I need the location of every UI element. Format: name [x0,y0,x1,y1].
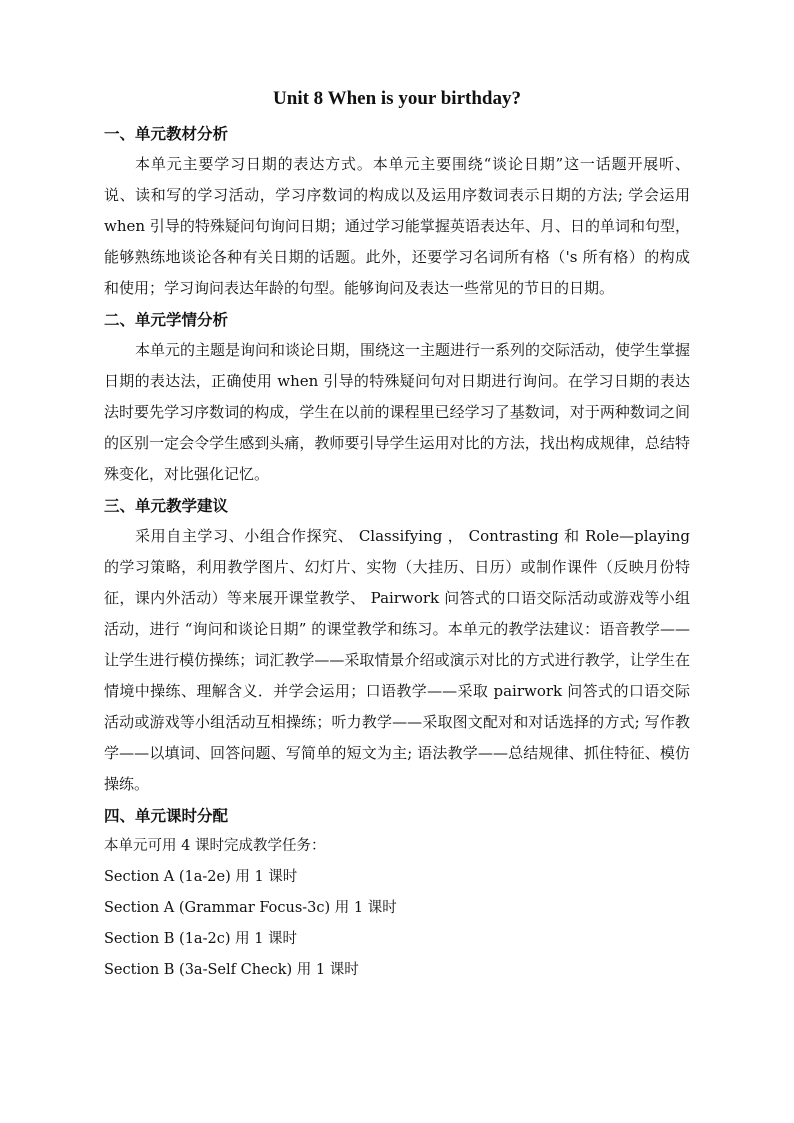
section-heading-lesson-allocation: 四、单元课时分配 [104,806,229,825]
section-paragraph-teaching-suggestions: 采用自主学习、小组合作探究、 Classifying ， Contrasting 和 Role—playing 的学习策略，利用教学图片、幻灯片、实物（大挂历、日历）或制作课件（反映月份特征，课内外活动）等来展开课堂教学、 Pairwork 问答式的口语交际活动或游戏等小组活动，进行 “询问和谈论日期” 的课堂教学和练习。本单元的教学法建议：语音教学——让学生进行模仿操练；词汇教学——采取情景介绍或演示对比的方式进行教学，让学生在情境中操练、理解含义．并学会运用；口语教学——采取 pairwork 问答式的口语交际活动或游戏等小组活动互相操练；听力教学——采取图文配对和对话选择的方式; 写作教学——以填词、回答问题、写简单的短文为主; 语法教学——总结规律、抓住特征、模仿操练。 [104,527,690,793]
section-paragraph-textbook-analysis: 本单元主要学习日期的表达方式。本单元主要围绕“谈论日期”这一话题开展听、说、读和写的学习活动，学习序数词的构成以及运用序数词表示日期的方法; 学会运用 when 引导的特殊疑问句询问日期；通过学习能掌握英语表达年、月、日的单词和句型，能够熟练地谈论各种有关日期的话题。此外，还要学习名词所有格（'s 所有格）的构成和使用；学习询问表达年龄的句型。能够询问及表达一些常见的节日的日期。 [104,155,690,297]
lesson-item: Section B (3a-Self Check) 用 1 课时 [104,962,359,978]
lesson-item: Section A (1a-2e) 用 1 课时 [104,869,298,885]
section-heading-teaching-suggestions: 三、单元教学建议 [104,496,229,515]
section-paragraph-student-analysis: 本单元的主题是询问和谈论日期，围绕这一主题进行一系列的交际活动，使学生掌握日期的表达法，正确使用 when 引导的特殊疑问句对日期进行询问。在学习日期的表达法时要先学习序数词的构成，学生在以前的课程里已经学习了基数词，对于两种数词之间的区别一定会令学生感到头痛，教师要引导学生运用对比的方法，找出构成规律，总结特殊变化，对比强化记忆。 [104,341,691,483]
lesson-allocation-intro: 本单元可用 4 课时完成教学任务： [104,838,326,854]
document-title: Unit 8 When is your birthday? [273,88,521,109]
lesson-item: Section B (1a-2c) 用 1 课时 [104,931,298,947]
section-heading-textbook-analysis: 一、单元教材分析 [104,124,229,143]
section-heading-student-analysis: 二、单元学情分析 [104,310,229,329]
lesson-item: Section A (Grammar Focus-3c) 用 1 课时 [104,900,397,916]
document-body [104,118,690,986]
